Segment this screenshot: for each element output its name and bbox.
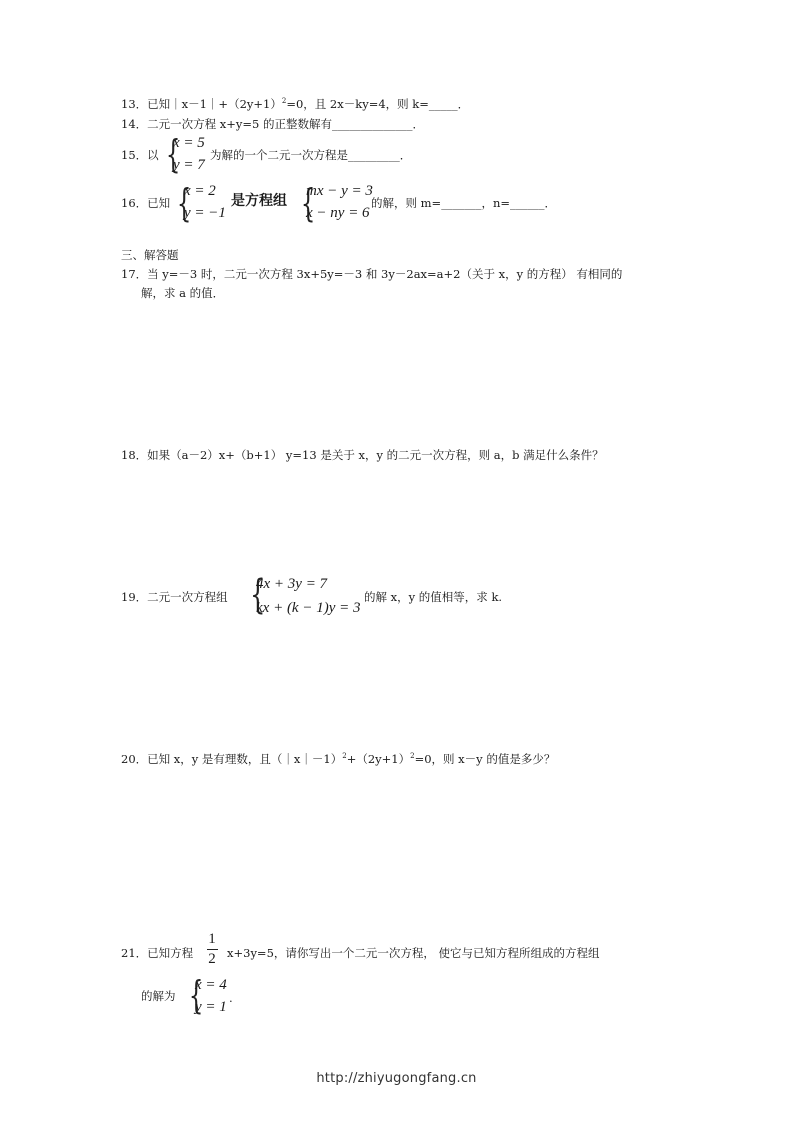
left-brace-icon: {	[165, 132, 181, 176]
question-20: 20．已知 x，y 是有理数，且$(|x|-1)^2+(2y+1)^2=0$，则 x－y 的值是多少？	[121, 752, 556, 766]
q21-mid: x+3y=5，请你写出一个二元一次方程， 使它与已知方程所组成的方程组	[227, 946, 600, 960]
q19-tail: 的解 x，y 的值相等，求 k.	[364, 590, 503, 604]
fraction-numerator: 1	[208, 931, 216, 947]
question-17-line2: 解，求 a 的值．	[141, 286, 225, 300]
question-14: 14．二元一次方程 x+y=5 的正整数解有______________．	[121, 117, 425, 131]
q15-lead: 15．以	[121, 148, 159, 162]
q16-tail: 的解，则 m=_______，n=______．	[371, 196, 556, 210]
fraction-bar	[207, 949, 218, 950]
left-brace-icon: {	[250, 572, 266, 618]
q19-lead: 19．二元一次方程组	[121, 590, 228, 604]
q21-end: .	[229, 991, 233, 1005]
q16-eq1: x = 2	[184, 183, 216, 199]
left-brace-icon: {	[300, 181, 316, 225]
section-title: 三、解答题	[121, 248, 179, 262]
q15-eq1: x = 5	[173, 135, 205, 151]
question-17-line1: 17．当 y=－3 时，二元一次方程 3x+5y=－3 和 3y－2ax=a+2（关于 x，y 的方程） 有相同的	[121, 267, 623, 281]
footer-url[interactable]: http://zhiyugongfang.cn	[316, 1071, 477, 1086]
q21-line2: 的解为	[141, 989, 176, 1003]
question-13: 13．已知$|x-1|+(2y+1)^2=0$，且 2x－ky=4，则 k=_____．	[121, 97, 470, 111]
left-brace-icon: {	[176, 181, 192, 225]
left-brace-icon: {	[188, 973, 204, 1017]
q19-eq1: 4x + 3y = 7	[256, 576, 328, 592]
q16-eq3: mx − y = 3	[306, 183, 373, 199]
q21-eq1: x = 4	[195, 977, 227, 993]
q16-mid: 是方程组	[231, 193, 287, 209]
q16-lead: 16．已知	[121, 196, 171, 210]
q15-tail: 为解的一个二元一次方程是_________．	[210, 148, 412, 162]
q15-eq2: y = 7	[173, 157, 205, 173]
fraction-denominator: 2	[208, 951, 216, 967]
q19-eq2: kx + (k − 1)y = 3	[256, 600, 361, 616]
q16-eq4: x − ny = 6	[306, 205, 370, 221]
q21-lead: 21．已知方程	[121, 946, 194, 960]
q16-eq2: y = −1	[184, 205, 226, 221]
fraction	[205, 931, 219, 968]
q21-eq2: y = 1	[195, 999, 227, 1015]
question-18: 18．如果（a－2）x+（b+1） y=13 是关于 x，y 的二元一次方程，则 a，b 满足什么条件？	[121, 448, 604, 462]
